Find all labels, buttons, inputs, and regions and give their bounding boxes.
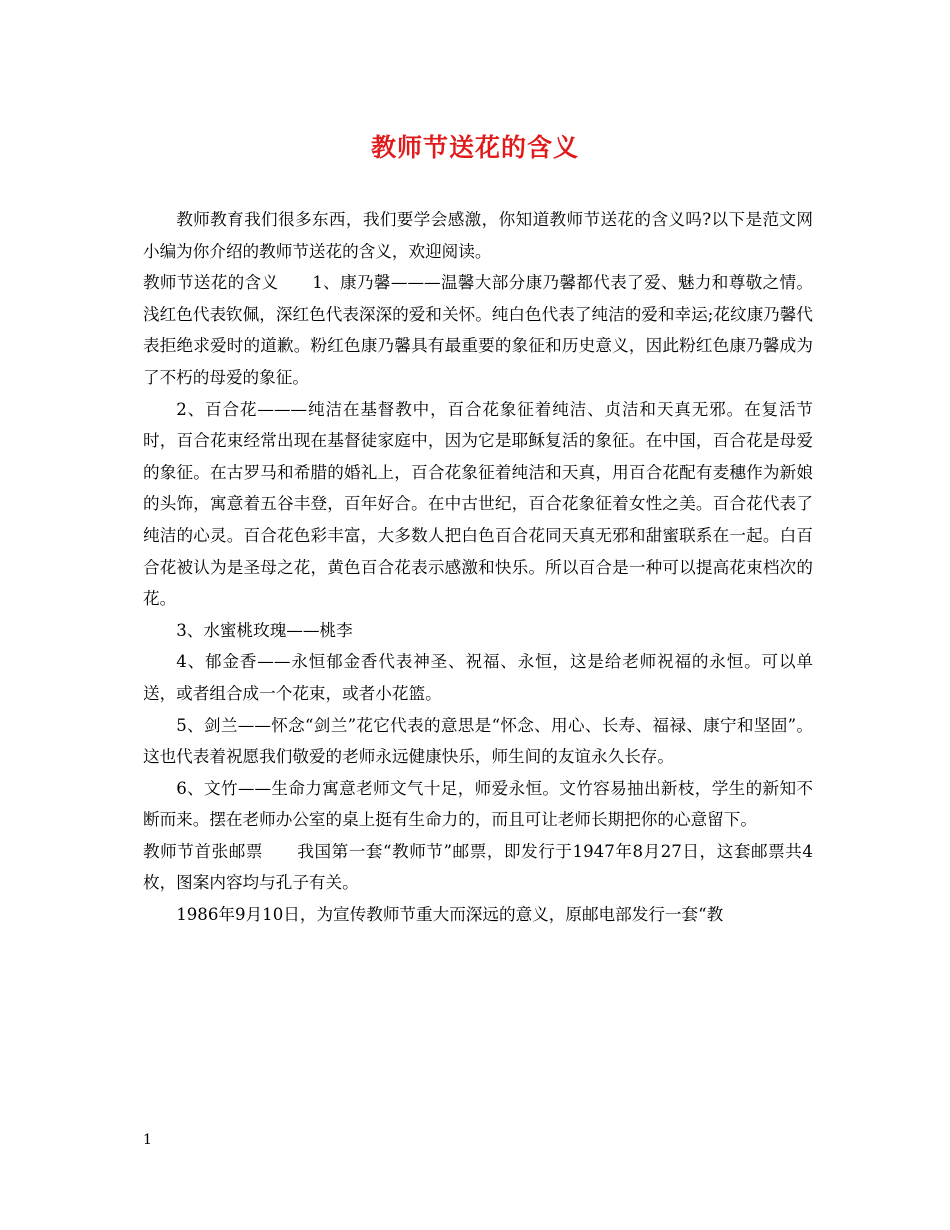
paragraph-tulip: 4、郁金香——永恒郁金香代表神圣、祝福、永恒，这是给老师祝福的永恒。可以单送，或者组合成一个花束，或者小花篮。 bbox=[143, 652, 813, 703]
paragraph-carnation: 教师节送花的含义 1、康乃馨———温馨大部分康乃馨都代表了爱、魅力和尊敬之情。浅红色代表钦佩，深红色代表深深的爱和关怀。纯白色代表了纯洁的爱和幸运;花纹康乃馨代表拒绝求爱时的道歉。粉红色康乃馨具有最重要的象征和历史意义，因此粉红色康乃馨成为了不朽的母爱的象征。 bbox=[143, 273, 813, 387]
paragraph-lily: 2、百合花———纯洁在基督教中，百合花象征着纯洁、贞洁和天真无邪。在复活节时，百合花束经常出现在基督徒家庭中，因为它是耶稣复活的象征。在中国，百合花是母爱的象征。在古罗马和希腊的婚礼上，百合花象征着纯洁和天真，用百合花配有麦穗作为新娘的头饰，寓意着五谷丰登，百年好合。在中古世纪，百合花象征着女性之美。百合花代表了纯洁的心灵。百合花色彩丰富，大多数人把白色百合花同天真无邪和甜蜜联系在一起。白百合花被认为是圣母之花，黄色百合花表示感激和快乐。所以百合是一种可以提高花束档次的花。 bbox=[143, 399, 813, 609]
paragraph-intro: 教师教育我们很多东西，我们要学会感激，你知道教师节送花的含义吗?以下是范文网小编为你介绍的教师节送花的含义，欢迎阅读。 bbox=[143, 210, 813, 261]
paragraph-first-stamp: 教师节首张邮票 我国第一套“教师节”邮票，即发行于1947年8月27日，这套邮票共4枚，图案内容均与孔子有关。 bbox=[143, 841, 813, 893]
page-number: 1 bbox=[143, 1132, 152, 1148]
paragraph-peach-rose: 3、水蜜桃玫瑰——桃李 bbox=[176, 620, 353, 640]
document-body bbox=[143, 204, 813, 931]
paragraph-asparagus-fern: 6、文竹——生命力寓意老师文气十足，师爱永恒。文竹容易抽出新枝，学生的新知不断而来。摆在老师办公室的桌上挺有生命力的，而且可让老师长期把你的心意留下。 bbox=[143, 778, 813, 830]
document-title: 教师节送花的含义 bbox=[370, 133, 579, 162]
paragraph-1986-stamp: 1986年9月10日，为宣传教师节重大而深远的意义，原邮电部发行一套“教 bbox=[176, 905, 724, 925]
paragraph-gladiolus: 5、剑兰——怀念“剑兰”花它代表的意思是“怀念、用心、长寿、福禄、康宁和坚固”。这也代表着祝愿我们敬爱的老师永远健康快乐，师生间的友谊永久长存。 bbox=[143, 715, 813, 767]
